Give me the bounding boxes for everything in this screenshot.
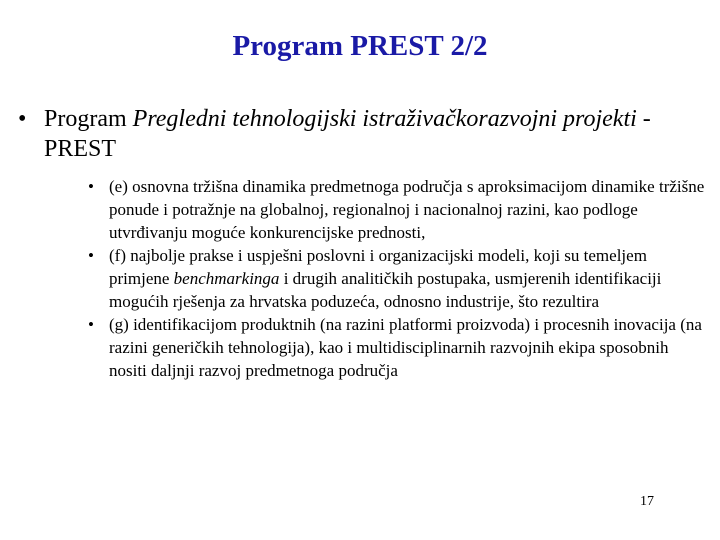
main-bullet xyxy=(18,104,698,164)
sub-bullet-f-before: (f) najbolje prakse i uspješni poslovni i organizacijski modeli, koji su temeljem primjene xyxy=(109,246,647,288)
sub-bullet-g xyxy=(88,313,710,382)
sub-bullet-list xyxy=(88,175,710,382)
slide-title: Program PREST 2/2 xyxy=(232,30,488,62)
main-bullet-text xyxy=(44,104,698,164)
sub-bullet-f-text xyxy=(109,246,661,311)
program-name-italic: Pregledni tehnologijski istraživačkorazvojni projekti xyxy=(132,106,637,132)
sub-bullet-e xyxy=(88,175,710,244)
bullet-marker: • xyxy=(88,177,94,196)
sub-bullet-e-text: (e) osnovna tržišna dinamika predmetnoga područja s aproksimacijom dinamike tržišne ponude i potražnje na globalnoj, regionalnoj i nacionalnoj razini, kao podloge utvrđivanju moguće konkurencijske prednosti, xyxy=(109,177,705,242)
bullet-marker: • xyxy=(18,106,27,132)
main-bullet-prefix: Program xyxy=(44,106,133,132)
main-bullet-suffix: - PREST xyxy=(44,106,651,162)
sub-bullet-f-after: i drugih analitičkih postupaka, usmjerenih identifikaciji mogućih rješenja za hrvatska poduzeća, odnosno industrije, što rezultira xyxy=(109,269,662,311)
bullet-marker: • xyxy=(88,246,94,265)
page-number: 17 xyxy=(640,494,654,509)
bullet-marker: • xyxy=(88,315,94,334)
sub-bullet-g-text: (g) identifikacijom produktnih (na razini platformi proizvoda) i procesnih inovacija (na razini generičkih tehnologija), kao i multidisciplinarnih razvojnih ekipa sposobnih nositi daljnji razvoj predmetnoga područja xyxy=(109,315,702,380)
sub-bullet-f xyxy=(88,244,710,313)
benchmarking-italic: benchmarkinga xyxy=(173,269,280,288)
